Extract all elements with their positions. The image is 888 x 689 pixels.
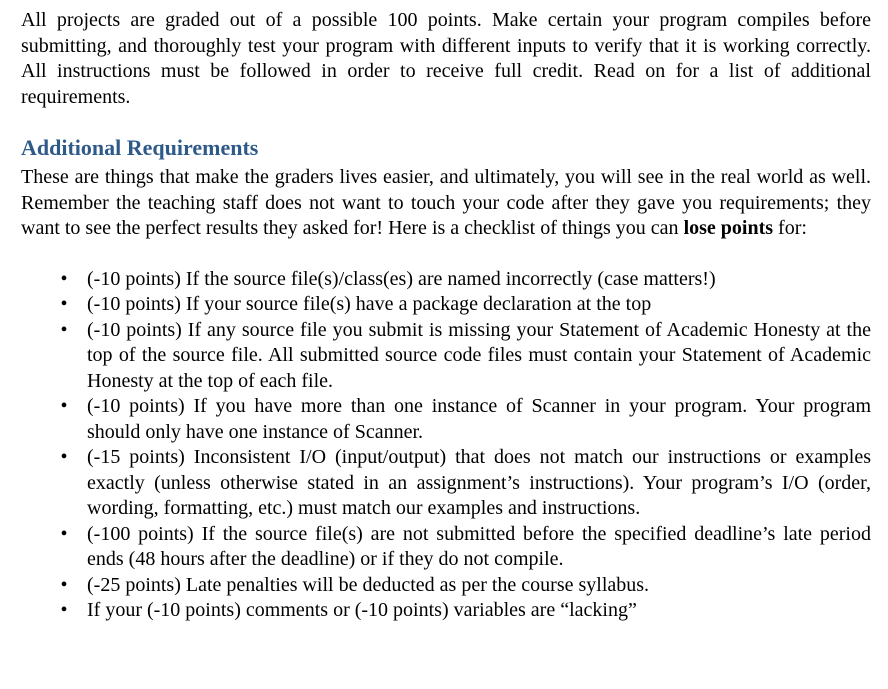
list-item-text: (-10 points) If your source file(s) have a package declaration at the top — [87, 293, 652, 315]
list-item — [21, 394, 871, 445]
list-item-text: (-15 points) Inconsistent I/O (input/output) that does not match our instructions or examples exactly (unless otherwise stated in an assignment’s instructions). Your program’s I/O (order, wording, formatting, etc.) must match our examples and instructions. — [87, 446, 871, 519]
bullet-icon: • — [60, 267, 68, 290]
section-paragraph-text: These are things that make the graders lives easier, and ultimately, you will see in the real world as well. Remember the teaching staff does not want to touch your code after they gave you requirements; they want to see the perfect results they asked for! Here is a checklist of things you can — [21, 166, 871, 239]
section-paragraph-tail: for: — [773, 217, 807, 239]
list-item-text: (-10 points) If any source file you submit is missing your Statement of Academic Honesty at the top of the source file. All submitted source code files must contain your Statement of Academic Honesty at the top of each file. — [87, 318, 871, 392]
list-item — [21, 522, 871, 573]
bullet-icon: • — [60, 573, 68, 596]
list-item — [21, 598, 871, 624]
list-item — [21, 318, 871, 395]
list-item-text: If your (-10 points) comments or (-10 points) variables are “lacking” — [87, 599, 637, 621]
bullet-icon: • — [60, 599, 68, 621]
intro-paragraph: All projects are graded out of a possible 100 points. Make certain your program compiles before submitting, and thoroughly test your program with different inputs to verify that it is working correctly. All instructions must be followed in order to receive full credit. Read on for a list of additional requirements. — [21, 9, 871, 108]
list-item-text: (-100 points) If the source file(s) are not submitted before the specified deadline’s late period ends (48 hours after the deadline) or if they do not compile. — [87, 522, 871, 570]
lose-points-emphasis: lose points — [683, 217, 774, 239]
requirements-list — [21, 267, 871, 624]
list-item-text: (-10 points) If you have more than one instance of Scanner in your program. Your program should only have one instance of Scanner. — [87, 395, 871, 443]
list-item-text: (-25 points) Late penalties will be deducted as per the course syllabus. — [87, 573, 650, 596]
document-page — [21, 8, 871, 624]
list-item — [21, 445, 871, 522]
bullet-icon: • — [60, 318, 68, 341]
list-item-text: (-10 points) If the source file(s)/class(es) are named incorrectly (case matters!) — [87, 267, 716, 290]
list-item — [21, 573, 871, 599]
list-item — [21, 292, 871, 318]
bullet-icon: • — [60, 522, 68, 545]
section-heading: Additional Requirements — [21, 135, 259, 160]
bullet-icon: • — [60, 395, 68, 417]
bullet-icon: • — [60, 446, 68, 468]
list-item — [21, 267, 871, 293]
bullet-icon: • — [60, 293, 68, 315]
section-paragraph — [21, 165, 871, 242]
